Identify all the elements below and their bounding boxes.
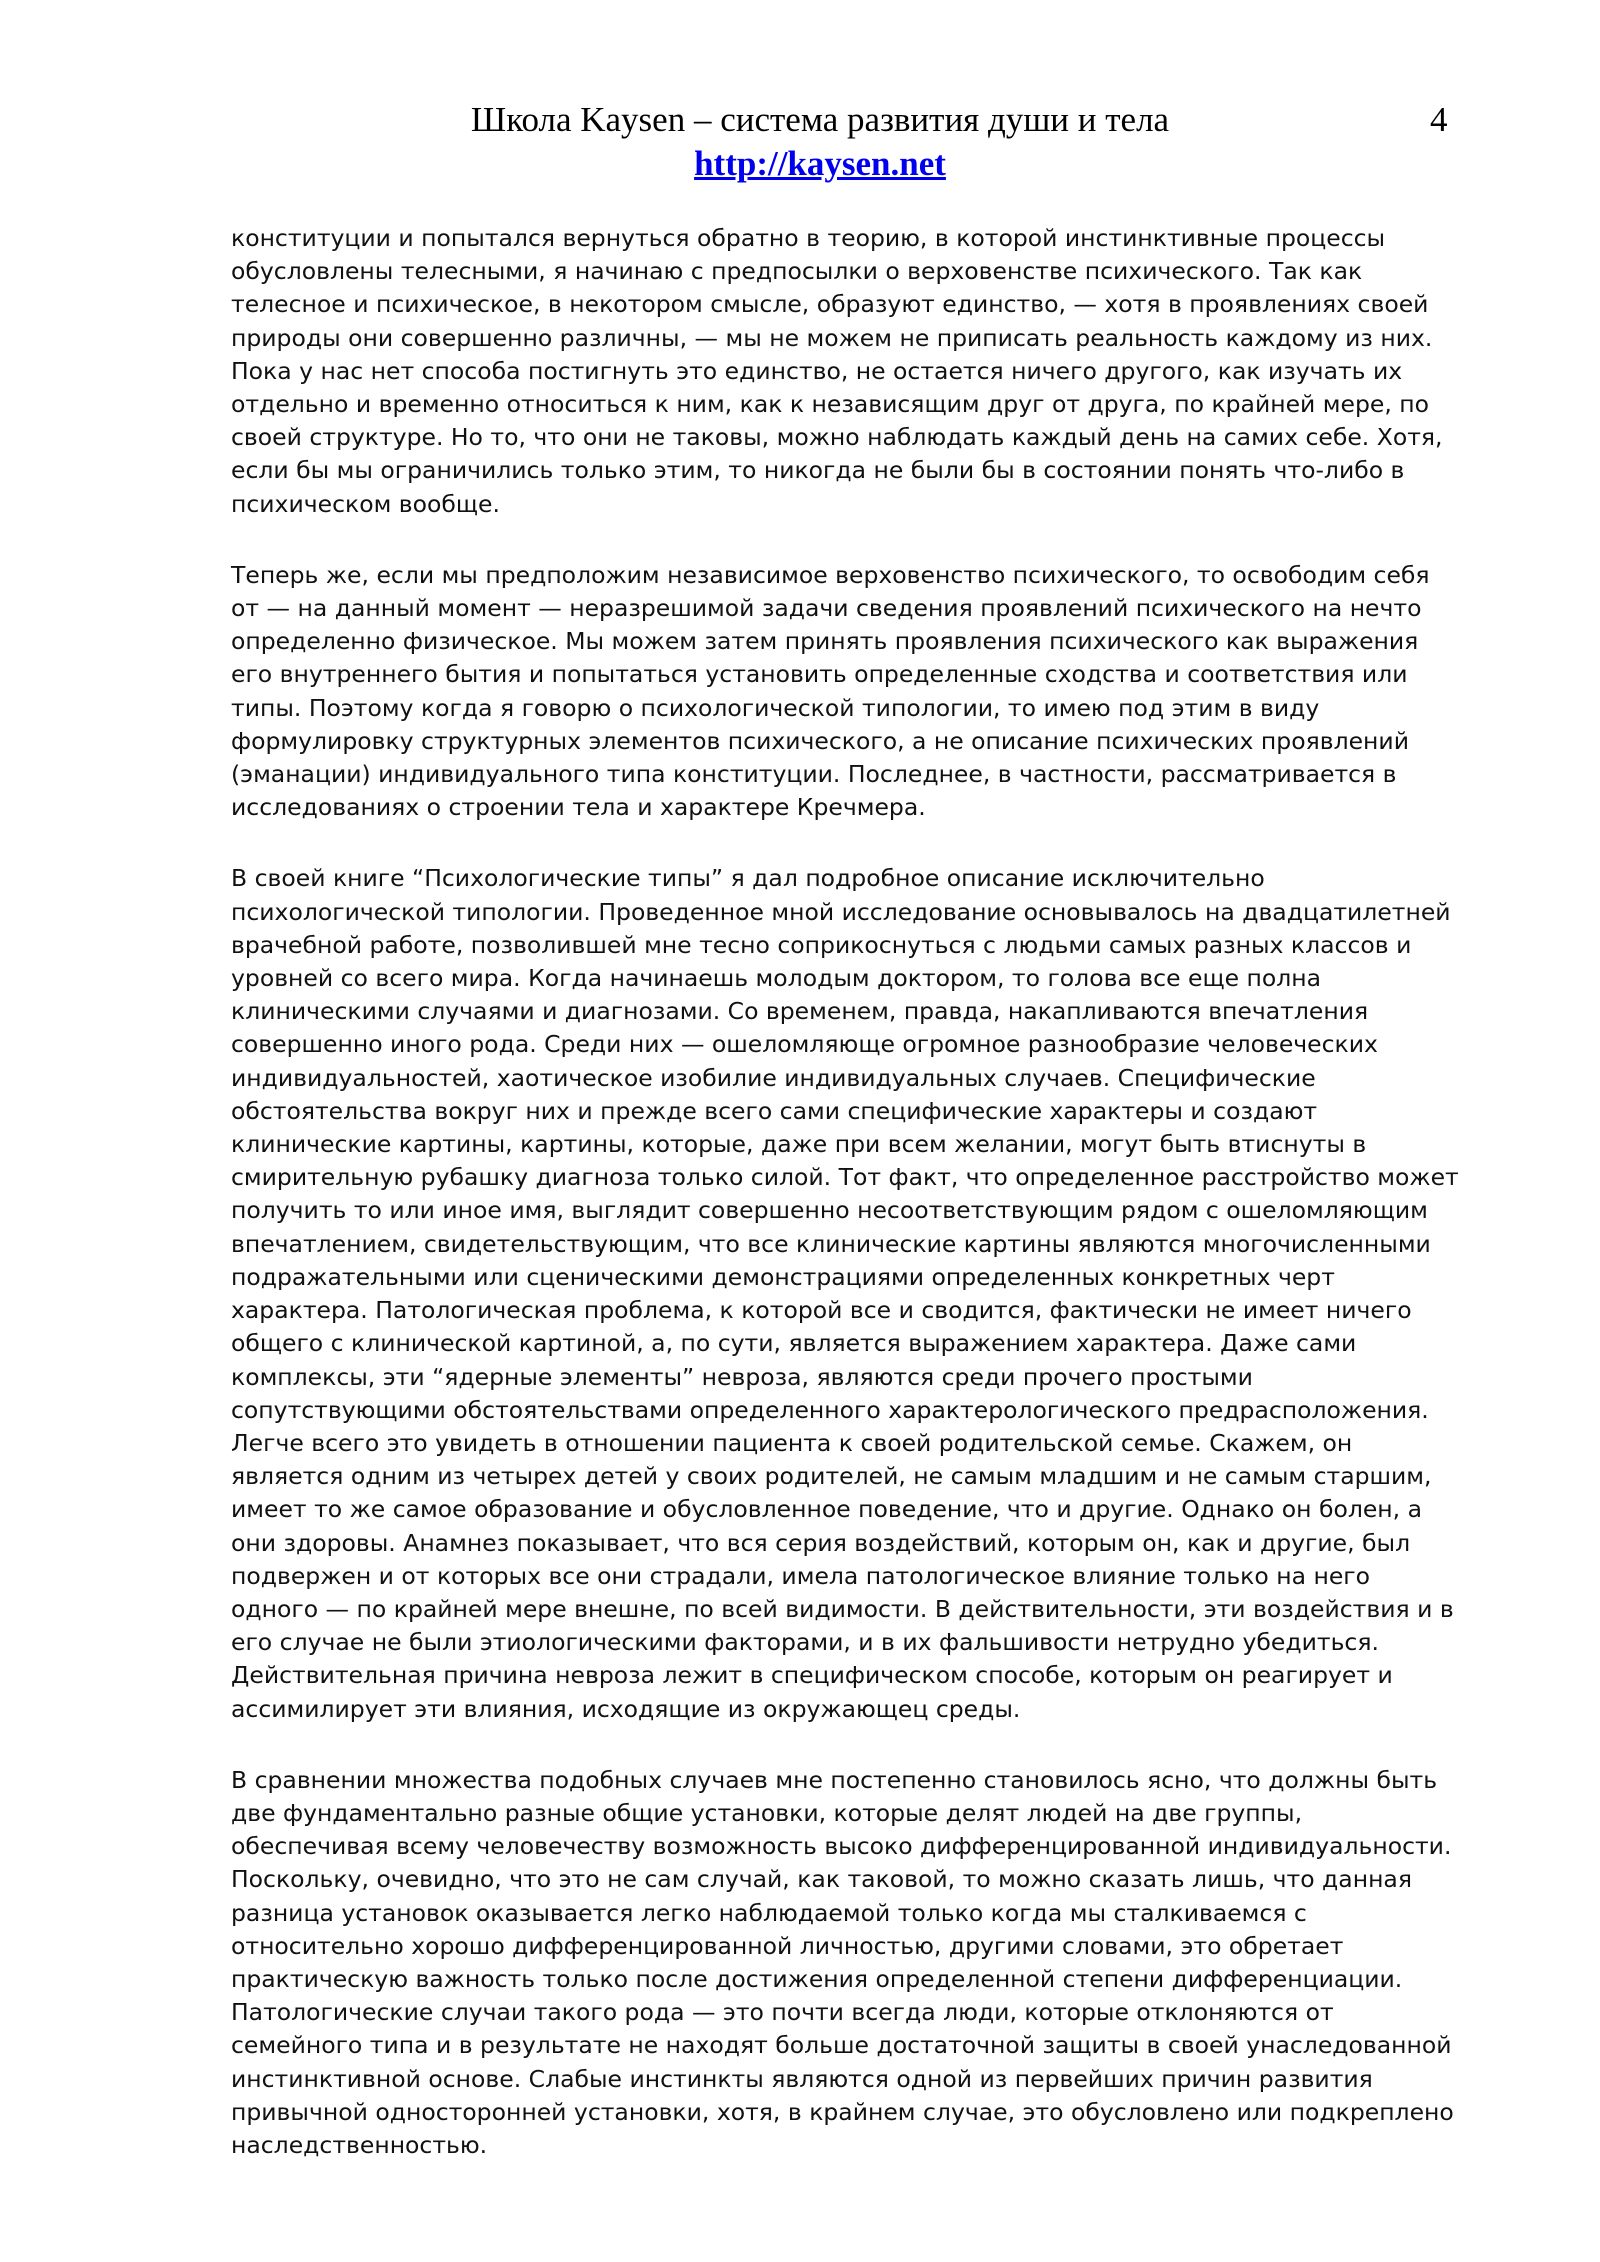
paragraph: Теперь же, если мы предположим независимое верховенство психического, то освободим себя от — на данный момент — неразрешимой задачи сведения проявлений психического на нечто определенно физическое. Мы можем затем принять проявления психического как выражения его внутреннего бытия и попытаться установить определенные сходства и соответствия или типы. Поэтому когда я говорю о психологической типологии, то имею под этим в виду формулировку структурных элементов психического, а не описание психических проявлений (эманации) индивидуального типа конституции. Последнее, в частности, рассматривается в исследованиях о строении тела и характере Кречмера. xyxy=(231,560,1430,822)
body-text xyxy=(231,222,1459,2200)
paragraph: В сравнении множества подобных случаев мне постепенно становилось ясно, что должны быть две фундаментально разные общие установки, которые делят людей на две группы, обеспечивая всему человечеству возможность высоко дифференцированной индивидуальности. Поскольку, очевидно, что это не сам случай, как таковой, то можно сказать лишь, что данная разница установок оказывается легко наблюдаемой только когда мы сталкиваемся с относительно хорошо дифференцированной личностью, другими словами, это обретает практическую важность только после достижения определенной степени дифференциации. Патологические случаи такого рода — это почти всегда люди, которые отклоняются от семейного типа и в результате не находят больше достаточной защиты в своей унаследованной инстинктивной основе. Слабые инстинкты являются одной из первейших причин развития привычной односторонней установки, хотя, в крайнем случае, это обусловлено или подкреплено наследственностью. xyxy=(231,1765,1454,2159)
paragraph: В своей книге “Психологические типы” я дал подробное описание исключительно психологической типологии. Проведенное мной исследование основывалось на двадцатилетней врачебной работе, позволившей мне тесно соприкоснуться с людьми самых разных классов и уровней со всего мира. Когда начинаешь молодым доктором, то голова все еще полна клиническими случаями и диагнозами. Со временем, правда, накапливаются впечатления совершенно иного рода. Среди них — ошеломляюще огромное разнообразие человеческих индивидуальностей, хаотическое изобилие индивидуальных случаев. Специфические обстоятельства вокруг них и прежде всего сами специфические характеры и создают клинические картины, картины, которые, даже при всем желании, могут быть втиснуты в смирительную рубашку диагноза только силой. Тот факт, что определенное расстройство может получить то или иное имя, выглядит совершенно несоответствующим рядом с ошеломляющим впечатлением, свидетельствующим, что все клинические картины являются многочисленными подражательными или сценическими демонстрациями определенных конкретных черт характера. Патологическая проблема, к которой все и сводится, фактически не имеет ничего общего с клинической картиной, а, по сути, является выражением характера. Даже сами комплексы, эти “ядерные элементы” невроза, являются среди прочего простыми сопутствующими обстоятельствами определенного характерологического предрасположения. Легче всего это увидеть в отношении пациента к своей родительской семье. Скажем, он является одним из четырех детей у своих родителей, не самым младшим и не самым старшим, имеет то же самое образование и обусловленное поведение, что и другие. Однако он болен, а они здоровы. Анамнез показывает, что вся серия воздействий, которым он, как и другие, был подвержен и от которых все они страдали, имела патологическое влияние только на него одного — по крайней мере внешне, по всей видимости. В действительности, эти воздействия и в его случае не были этиологическими факторами, и в их фальшивости нетрудно убедиться. Действительная причина невроза лежит в специфическом способе, которым он реагирует и ассимилирует эти влияния, исходящие из окружающец среды. xyxy=(231,864,1459,1723)
header-title: Школа Kaysen – система развития души и тела xyxy=(470,100,1170,139)
page-number: 4 xyxy=(1430,100,1448,139)
paragraph: конституции и попытался вернуться обратно в теорию, в которой инстинктивные процессы обусловлены телесными, я начинаю с предпосылки о верховенстве психического. Так как телесное и психическое, в некотором смысле, образуют единство, — хотя в проявлениях своей природы они совершенно различны, — мы не можем не приписать реальность каждому из них. Пока у нас нет способа постигнуть это единство, не остается ничего другого, как изучать их отдельно и временно относиться к ним, как к независящим друг от друга, по крайней мере, по своей структуре. Но то, что они не таковы, можно наблюдать каждый день на самих себе. Хотя, если бы мы ограничились только этим, то никогда не были бы в состоянии понять что-либо в психическом вообще. xyxy=(231,224,1443,518)
header-link[interactable]: http://kaysen.net xyxy=(694,144,946,183)
page-header xyxy=(0,98,1600,186)
